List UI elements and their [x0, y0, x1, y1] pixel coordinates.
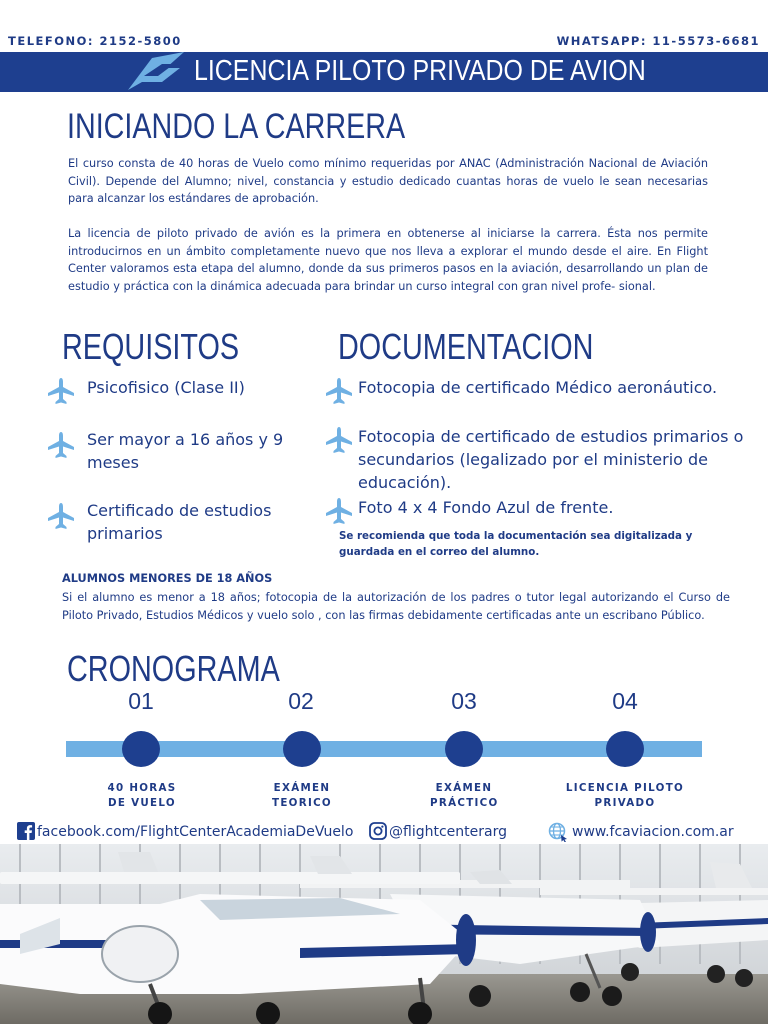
airplane-wing-logo-icon	[122, 52, 186, 92]
timeline-dot	[445, 731, 483, 767]
facebook-url[interactable]: facebook.com/FlightCenterAcademiaDeVuelo	[37, 824, 354, 840]
minors-text: Si el alumno es menor a 18 años; fotocopia de la autorización de los padres o tutor legal autorizando el Curso de Piloto Privado, Estudios Médicos y vuelo solo , con las firmas debidamente certificadas ante un escribano Público.	[62, 591, 730, 622]
step-label: LICENCIA PILOTO PRIVADO	[565, 782, 685, 809]
airplane-icon	[46, 501, 76, 531]
facebook-link[interactable]	[17, 822, 357, 844]
airplane-icon	[324, 496, 354, 526]
airplane-icon	[324, 376, 354, 406]
intro-paragraph-1: El curso consta de 40 horas de Vuelo como mínimo requeridas por ANAC (Administración Nacional de Aviación Civil). Depende del Alumno; nivel, constancia y estudio dedicado cuantas horas de vuelo le sean necesarias para alcanzar los estándares de aprobación.	[68, 157, 708, 205]
step-number: 01	[128, 688, 154, 714]
requisitos-heading: REQUISITOS	[62, 326, 240, 367]
page-title: LICENCIA PILOTO PRIVADO DE AVION	[194, 55, 646, 87]
step-label: EXÁMEN PRÁCTICO	[430, 782, 499, 809]
title-banner	[0, 52, 768, 92]
step-label: 40 HORAS DE VUELO	[107, 782, 177, 809]
intro-paragraph-2: La licencia de piloto privado de avión es la primera en obtenerse al iniciarse la carrera. Ésta nos permite introducirnos en un ámbito completamente nuevo que nos lleva a explorar el mundo desde el aire. En Flight Center valoramos esta etapa del alumno, donde da sus primeros pasos en la aviación, desarrollando un plan de estudio y práctica con la dinámica adecuada para brindar un curso integral con gran nivel profe- sional.	[68, 227, 708, 293]
step-number: 04	[612, 688, 638, 714]
step-number: 02	[288, 688, 314, 714]
aircraft-photo-illustration	[0, 844, 768, 1024]
whatsapp-number[interactable]: WHATSAPP: 11-5573-6681	[556, 34, 760, 48]
instagram-icon	[369, 822, 387, 840]
documento-text: Fotocopia de certificado Médico aeronáutico.	[358, 378, 718, 397]
intro-heading: INICIANDO LA CARRERA	[67, 107, 406, 146]
step-label: EXÁMEN TEORICO	[272, 782, 332, 809]
website-url[interactable]: www.fcaviacion.com.ar	[572, 824, 734, 840]
minors-title: ALUMNOS MENORES DE 18 AÑOS	[62, 572, 273, 585]
timeline-dot	[606, 731, 644, 767]
facebook-icon	[17, 822, 35, 840]
instagram-link[interactable]	[369, 822, 529, 844]
cronograma-heading: CRONOGRAMA	[67, 648, 280, 689]
documentacion-heading: DOCUMENTACION	[338, 326, 594, 367]
contact-bar	[0, 34, 768, 48]
airplane-icon	[324, 425, 354, 455]
globe-icon	[548, 822, 568, 842]
phone-number[interactable]: TELEFONO: 2152-5800	[8, 34, 182, 48]
documento-text: Fotocopia de certificado de estudios primarios o secundarios (legalizado por el ministerio de educación).	[358, 427, 744, 492]
airplane-icon	[46, 376, 76, 406]
documentation-note: Se recomienda que toda la documentación sea digitalizada y guardada en el correo del alumno.	[339, 530, 693, 558]
aircraft-photo	[0, 844, 768, 1024]
step-number: 03	[451, 688, 477, 714]
documento-text: Foto 4 x 4 Fondo Azul de frente.	[358, 498, 614, 517]
timeline-dot	[122, 731, 160, 767]
website-link[interactable]	[548, 822, 738, 844]
airplane-icon	[46, 430, 76, 460]
requisito-text: Psicofisico (Clase II)	[87, 378, 245, 397]
requisito-text: Ser mayor a 16 años y 9 meses	[87, 430, 284, 472]
timeline-dot	[283, 731, 321, 767]
requisito-text: Certificado de estudios primarios	[87, 501, 272, 543]
instagram-handle[interactable]: @flightcenterarg	[389, 824, 507, 840]
